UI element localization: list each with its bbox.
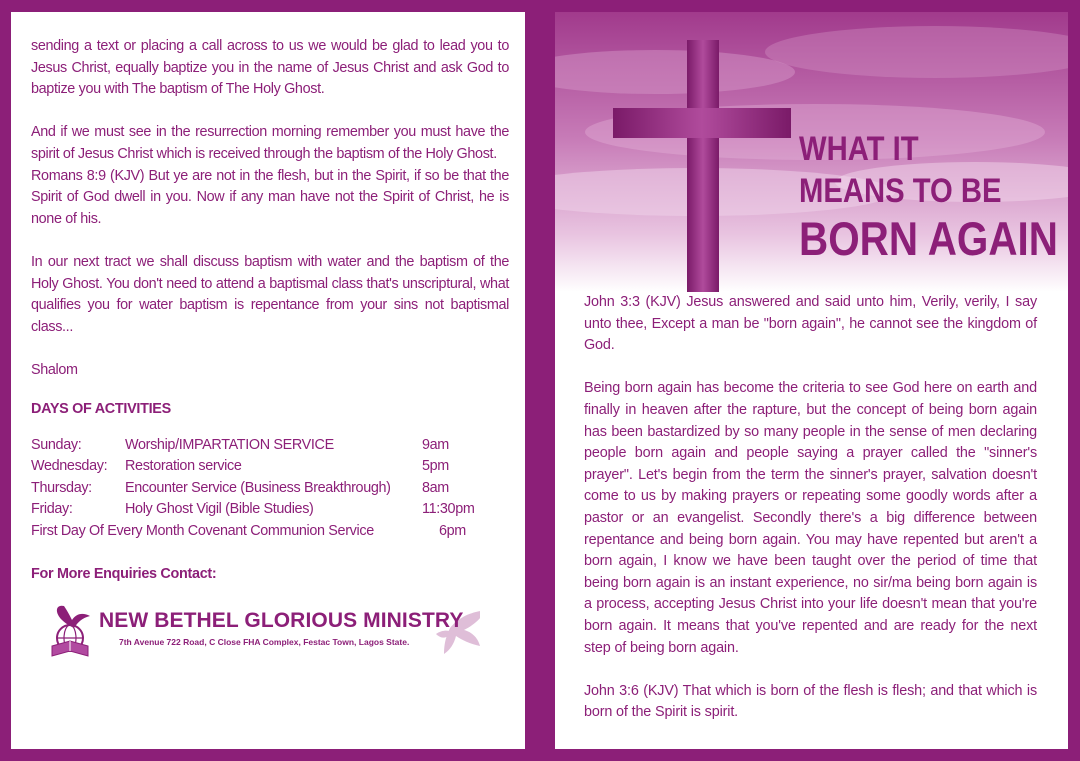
schedule-event: Encounter Service (Business Breakthrough) — [125, 479, 391, 496]
ministry-name: NEW BETHEL GLORIOUS MINISTRY — [99, 609, 464, 632]
schedule-row — [31, 437, 509, 459]
schedule-time: 6pm — [439, 522, 466, 539]
right-paragraph-2: Being born again has become the criteria to see God here on earth and finally in heaven after the rapture, but the concept of being born again has been bastardized by so many people in the sense of men declaring people born again and people saying a prayer called the "sinner's prayer". Let's begin from the term the sinner's prayer, salvation doesn't come to us by making prayers or repeating some goodly words after a pastor or an evangelist. Secondly there's a big difference between repentance and being born again. You may have repented but aren't a born again, I know we have been taught over the period of time that being born again is an instant experience, no sir/ma being born again is a process, accepting Jesus Christ into your life doesn't mean that you're born again. It means that you've repented and are ready for the next step of being born again. — [584, 380, 1037, 656]
right-panel — [555, 12, 1068, 749]
schedule-event: Restoration service — [125, 458, 242, 475]
schedule-time: 8am — [422, 479, 449, 496]
schedule-time: 11:30pm — [422, 501, 475, 518]
romans-verse: Romans 8:9 (KJV) But ye are not in the flesh, but in the Spirit, if so be that the Spirit of God dwell in you. Now if any man have not the Spirit of Christ, he is none of his. — [31, 167, 509, 227]
left-paragraph-3: In our next tract we shall discuss baptism with water and the baptism of the Holy Ghost. You don't need to attend a baptismal class that's unscriptural, what qualifies you for water baptism is repentance from your sins not baptismal class... — [31, 253, 509, 335]
schedule-day: Thursday: — [31, 479, 92, 496]
left-paragraph-2: And if we must see in the resurrection morning remember you must have the spirit of Jesus Christ which is received through the baptism of the Holy Ghost. — [31, 124, 509, 162]
right-body — [584, 292, 1037, 724]
schedule-day: Wednesday: — [31, 458, 108, 475]
shalom-text: Shalom — [31, 361, 78, 378]
schedule-row — [31, 480, 509, 502]
schedule-day: Sunday: — [31, 436, 82, 453]
title-line-2: MEANS TO BE — [799, 172, 1002, 210]
enquiries-heading: For More Enquiries Contact: — [31, 566, 217, 583]
john-3-3-verse: John 3:3 (KJV) Jesus answered and said unto him, Verily, verily, I say unto thee, Except a man be "born again", he cannot see the kingdom of God. — [584, 294, 1037, 354]
schedule-time: 5pm — [422, 458, 449, 475]
schedule-row — [31, 458, 509, 480]
title-line-1: WHAT IT — [799, 130, 919, 168]
activities-heading: DAYS OF ACTIVITIES — [31, 400, 171, 417]
schedule-row-communion — [31, 523, 509, 545]
schedule-row — [31, 501, 509, 523]
schedule-event: Holy Ghost Vigil (Bible Studies) — [125, 501, 314, 518]
title-line-3: BORN AGAIN — [799, 212, 1058, 265]
globe-book-icon — [52, 625, 88, 656]
schedule-event: Worship/IMPARTATION SERVICE — [125, 436, 334, 453]
schedule-day: Friday: — [31, 501, 73, 518]
schedule-label: First Day Of Every Month Covenant Communion Service — [31, 522, 374, 539]
john-3-6-verse: John 3:6 (KJV) That which is born of the flesh is flesh; and that which is born of the Spirit is spirit. — [584, 682, 1037, 721]
left-paragraph-1: sending a text or placing a call across to us we would be glad to lead you to Jesus Christ, equally baptize you in the name of Jesus Christ and ask God to baptize you with The baptism of The Holy Ghost. — [31, 38, 509, 98]
schedule-table — [31, 437, 509, 545]
ministry-address: 7th Avenue 722 Road, C Close FHA Complex, Festac Town, Lagos State. — [119, 637, 410, 647]
schedule-time: 9am — [422, 436, 449, 453]
eagle-icon — [57, 606, 90, 628]
